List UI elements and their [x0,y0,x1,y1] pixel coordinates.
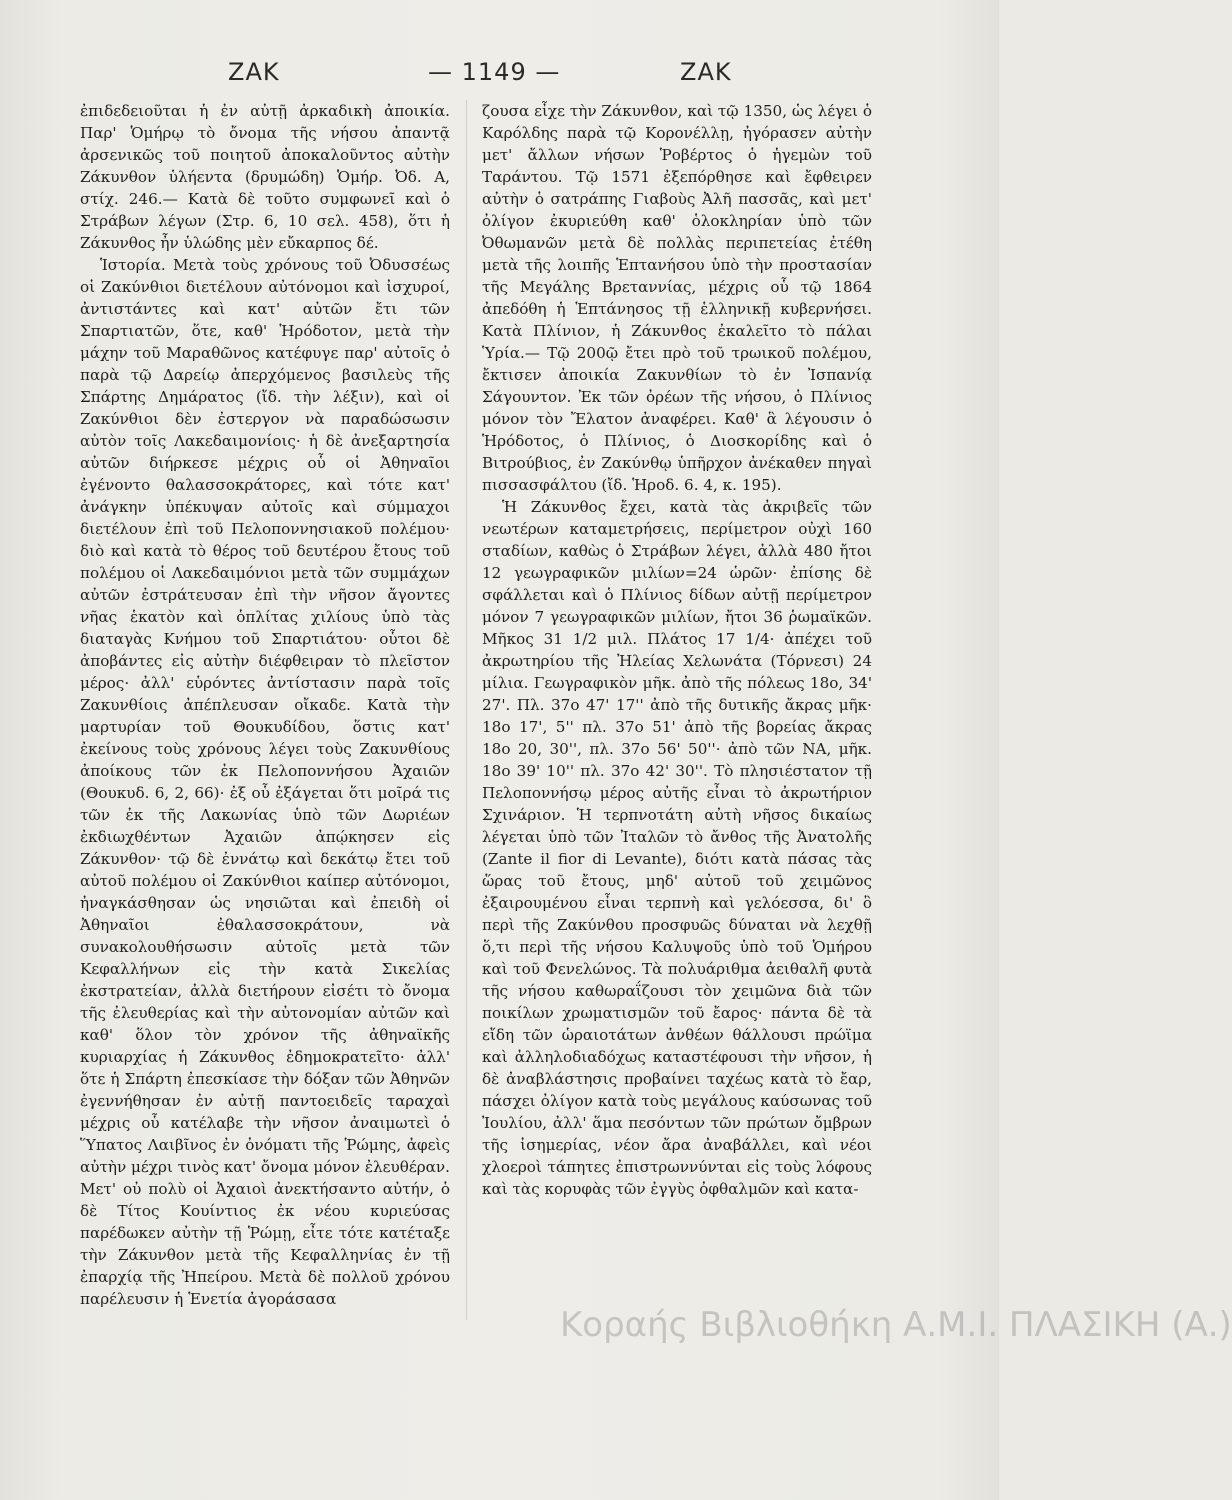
right-paragraph-1: ζουσα εἶχε τὴν Ζάκυνθον, καὶ τῷ 1350, ὡς λέγει ὁ Καρόλδης παρὰ τῷ Κορονέλλῃ, ἠγόρασεν αὐτὴν μετ' ἄλλων νήσων Ῥοβέρτος ὁ ἡγεμὼν τοῦ Ταράντου. Τῷ 1571 ἐξεπόρθησε καὶ ἔφθειρεν αὐτὴν ὁ σατράπης Γιαβοὺς Ἀλῆ πασσᾶς, καὶ μετ' ὀλίγον ἐκυριεύθη καθ' ὁλοκληρίαν ὑπὸ τῶν Ὀθωμανῶν μετὰ δὲ πολλὰς περιπετείας ἐτέθη μετὰ τῆς λοιπῆς Ἑπτανήσου ὑπὸ τὴν προστασίαν τῆς Μεγάλης Βρεταννίας, μέχρις οὗ τῷ 1864 ἀπεδόθη ἡ Ἑπτάνησος τῇ ἑλληνικῇ κυβερνήσει. Κατὰ Πλίνιον, ἡ Ζάκυνθος ἐκαλεῖτο τὸ πάλαι Ὑρία.— Τῷ 200ῷ ἔτει πρὸ τοῦ τρωικοῦ πολέμου, ἔκτισεν ἀποικία Ζακυνθίων τὸ ἐν Ἰσπανίᾳ Σάγουντον. Ἐκ τῶν ὀρέων τῆς νήσου, ὁ Πλίνιος μόνον τὸν Ἔλατον ἀναφέρει. Καθ' ἃ λέγουσιν ὁ Ἡρόδοτος, ὁ Πλίνιος, ὁ Διοσκορίδης καὶ ὁ Βιτρούβιος, ἐν Ζακύνθῳ ὑπῆρχον ἀνέκαθεν πηγαὶ πισσασφάλτου (ἴδ. Ἡροδ. 6. 4, κ. 195). [482,102,872,494]
right-column [482,100,872,1200]
left-column [80,100,450,1310]
header-right-word: ΖΑΚ [680,58,732,86]
column-divider [466,100,467,1320]
right-paragraph-geography: Ἡ Ζάκυνθος ἔχει, κατὰ τὰς ἀκριβεῖς τῶν νεωτέρων καταμετρήσεις, περίμετρον οὐχὶ 160 σταδίων, καθὼς ὁ Στράβων λέγει, ἀλλὰ 480 ἤτοι 12 γεωγραφικῶν μιλίων=24 ὡρῶν· ἐπίσης δὲ σφάλλεται καὶ ὁ Πλίνιος δίδων αὐτῇ περίμετρον μόνον 7 γεωγραφικῶν μιλίων, ἤτοι 36 ῥωμαϊκῶν. Μῆκος 31 1/2 μιλ. Πλάτος 17 1/4· ἀπέχει τοῦ ἀκρωτηρίου τῆς Ἠλείας Χελωνάτα (Τόρνεσι) 24 μίλια. Γεωγραφικὸν μῆκ. ἀπὸ τῆς πόλεως 18ο, 34' 27'. Πλ. 37ο 47' 17'' ἀπὸ τῆς δυτικῆς ἄκρας μῆκ· 18ο 17', 5'' πλ. 37ο 51' ἀπὸ τῆς βορείας ἄκρας 18ο 20, 30'', πλ. 37ο 56' 50''· ἀπὸ τῶν ΝΑ, μῆκ. 18ο 39' 10'' πλ. 37ο 42' 30''. Τὸ πλησιέστατον τῇ Πελοποννήσῳ μέρος αὐτῆς εἶναι τὸ ἀκρωτήριον Σχινάριον. Ἡ τερπνοτάτη αὐτὴ νῆσος δικαίως λέγεται ὑπὸ τῶν Ἰταλῶν τὸ ἄνθος τῆς Ἀνατολῆς (Zante il fior di Levante), διότι κατὰ πάσας τὰς ὥρας τοῦ ἔτους, μηδ' αὐτοῦ τοῦ χειμῶνος ἐξαιρουμένου εἶναι τερπνὴ καὶ γελόεσσα, δι' ὃ περὶ τῆς Ζακύνθου προσφυῶς δύναται νὰ λεχθῇ ὅ,τι περὶ τῆς νήσου Καλυψοῦς ὑπὸ τοῦ Ὁμήρου καὶ τοῦ Φενελώνος. Τὰ πολυάριθμα ἀειθαλῆ φυτὰ τῆς νήσου καθωραΐζουσι τὸν χειμῶνα διὰ τῶν ποικίλων χρωματισμῶν τοῦ ἔαρος· πάντα δὲ τὰ εἴδη τῶν ὡραιοτάτων ἀνθέων θάλλουσι πρώϊμα καὶ ἀλληλοδιαδόχως καταστέφουσι τὴν νῆσον, ἡ δὲ ἀναβλάστησις προβαίνει ταχέως κατὰ τὸ ἔαρ, πάσχει ὀλίγον κατὰ τοὺς μεγάλους καύσωνας τοῦ Ἰουλίου, ἀλλ' ἅμα πεσόντων τῶν πρώτων ὄμβρων τῆς ἰσημερίας, νέον ἄρα ἀναβάλλει, καὶ νέοι χλοεροὶ τάπητες ἐπιστρωννύνται εἰς τοὺς λόφους καὶ τὰς κορυφὰς τῶν ἐγγὺς ὀφθαλμῶν καὶ κατα- [482,498,872,1198]
library-watermark: Κοραής Βιβλιοθήκη Α.Μ.Ι. ΠΛΑΣΙΚΗ (Α.) [560,1305,1232,1345]
header-left-word: ΖΑΚ [228,58,280,86]
left-paragraph-history: Ἱστορία. Μετὰ τοὺς χρόνους τοῦ Ὀδυσσέως οἱ Ζακύνθιοι διετέλουν αὐτόνομοι καὶ ἰσχυροί, ἀντιστάντες καὶ κατ' αὐτῶν ἔτι τῶν Σπαρτιατῶν, ὅτε, καθ' Ἡρόδοτον, μετὰ τὴν μάχην τοῦ Μαραθῶνος κατέφυγε παρ' αὐτοῖς ὁ παρὰ τῷ Δαρείῳ ἀπερχόμενος βασιλεὺς τῆς Σπάρτης Δημάρατος (ἴδ. τὴν λέξιν), καὶ οἱ Ζακύνθιοι δὲν ἐστεργον νὰ παραδώσωσιν αὐτὸν τοῖς Λακεδαιμονίοις· ἡ δὲ ἀνεξαρτησία αὐτῶν διήρκεσε μέχρις οὗ οἱ Ἀθηναῖοι ἐγένοντο θαλασσοκράτορες, καὶ τότε κατ' ἀνάγκην ὑπέκυψαν αὐτοῖς καὶ σύμμαχοι διετέλουν ἐπὶ τοῦ Πελοποννησιακοῦ πολέμου· διὸ καὶ κατὰ τὸ θέρος τοῦ δευτέρου ἔτους τοῦ πολέμου οἱ Λακεδαιμόνιοι μετὰ τῶν συμμάχων αὐτῶν ἐστράτευσαν ἐπὶ τὴν νῆσον ἄγοντες νῆας ἑκατὸν καὶ ὁπλίτας χιλίους ὑπὸ τὰς διαταγὰς Κνήμου τοῦ Σπαρτιάτου· οὗτοι δὲ ἀποβάντες εἰς αὐτὴν διέφθειραν τὸ πλεῖστον μέρος· ἀλλ' εὑρόντες ἀντίστασιν παρὰ τοῖς Ζακυνθίοις ἀπέπλευσαν οἴκαδε. Κατὰ τὴν μαρτυρίαν τοῦ Θουκυδίδου, ὅστις κατ' ἐκείνους τοὺς χρόνους λέγει τοὺς Ζακυνθίους ἀποίκους τῶν ἐκ Πελοποννήσου Ἀχαιῶν (Θουκυδ. 6, 2, 66)· ἐξ οὗ ἐξάγεται ὅτι μοῖρά τις τῶν ἐκ τῆς Λακωνίας ὑπὸ τῶν Δωριέων ἐκδιωχθέντων Ἀχαιῶν ἀπῴκησεν εἰς Ζάκυνθον· τῷ δὲ ἐννάτῳ καὶ δεκάτῳ ἔτει τοῦ αὐτοῦ πολέμου οἱ Ζακύνθιοι καίπερ αὐτόνομοι, ἠναγκάσθησαν ὡς νησιῶται καὶ ἐπειδὴ οἱ Ἀθηναῖοι ἐθαλασσοκράτουν, νὰ συνακολουθήσωσιν αὐτοῖς μετὰ τῶν Κεφαλλήνων εἰς τὴν κατὰ Σικελίας ἐκστρατείαν, ἀλλὰ διετήρουν εἰσέτι τὸ ὄνομα τῆς ἐλευθερίας καὶ τὴν αὐτονομίαν αὐτῶν καὶ καθ' ὅλον τὸν χρόνον τῆς ἀθηναϊκῆς κυριαρχίας ἡ Ζάκυνθος ἐδημοκρατεῖτο· ἀλλ' ὅτε ἡ Σπάρτη ἐπεσκίασε τὴν δόξαν τῶν Ἀθηνῶν ἐγεννήθησαν ἐν αὐτῇ παντοειδεῖς ταραχαὶ μέχρις οὗ κατέλαβε τὴν νῆσον ἀναιμωτεὶ ὁ Ὕπατος Λαιβῖνος ἐν ὀνόματι τῆς Ῥώμης, ἀφεὶς αὐτὴν μέχρι τινὸς κατ' ὄνομα μόνον ἐλευθέραν. Μετ' οὐ πολὺ οἱ Ἀχαιοὶ ἀνεκτήσαντο αὐτήν, ὁ δὲ Τίτος Κουίντιος ἐκ νέου κυριεύσας παρέδωκεν αὐτὴν τῇ Ῥώμῃ, εἶτε τότε κατέταξε τὴν Ζάκυνθον μετὰ τῆς Κεφαλληνίας ἐν τῇ ἐπαρχίᾳ τῆς Ἠπείρου. Μετὰ δὲ πολλοῦ χρόνου παρέλευσιν ἡ Ἑνετία ἀγοράσασα [80,256,450,1308]
running-header [0,58,999,94]
page-number: — 1149 — [428,58,561,86]
left-paragraph-1: ἐπιδεδειοῦται ἡ ἐν αὐτῇ ἀρκαδικὴ ἀποικία. Παρ' Ὁμήρῳ τὸ ὄνομα τῆς νήσου ἀπαντᾷ ἀρσενικῶς τοῦ ποιητοῦ ἀποκαλοῦντος αὐτὴν Ζάκυνθον ὑλήεντα (δρυμώδη) Ὁμήρ. Ὀδ. Α, στίχ. 246.— Κατὰ δὲ τοῦτο συμφωνεῖ καὶ ὁ Στράβων λέγων (Στρ. 6, 10 σελ. 458), ὅτι ἡ Ζάκυνθος ἦν ὑλώδης μὲν εὔκαρπος δέ. [80,102,450,252]
